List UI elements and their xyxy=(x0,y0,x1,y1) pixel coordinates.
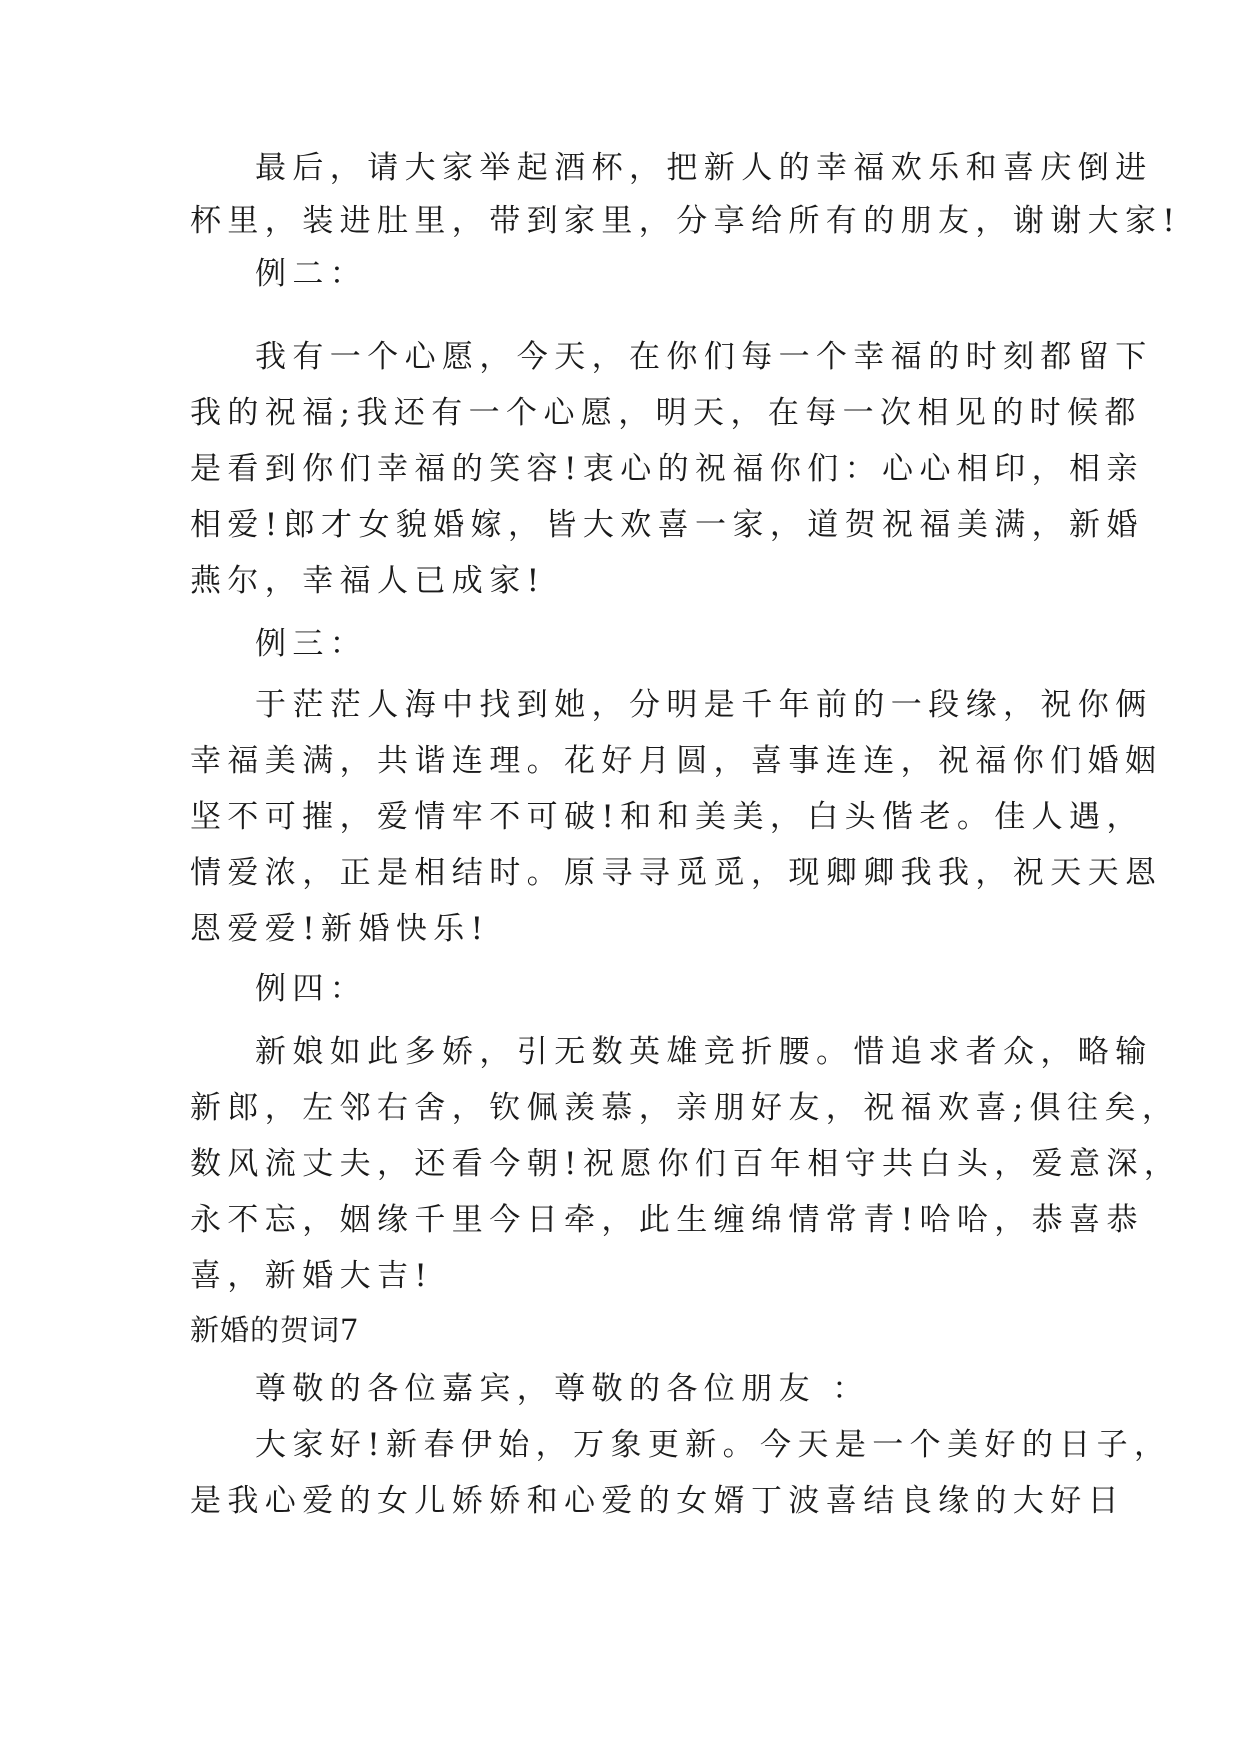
paragraph-line: 我有一个心愿，今天，在你们每一个幸福的时刻都留下 xyxy=(255,339,1153,375)
paragraph-line: 数风流丈夫，还看今朝!祝愿你们百年相守共白头，爱意深， xyxy=(190,1146,1182,1182)
paragraph-line: 幸福美满，共谐连理。花好月圆，喜事连连，祝福你们婚姻 xyxy=(190,743,1163,779)
section-heading: 新婚的贺词7 xyxy=(190,1313,360,1347)
paragraph-line: 杯里，装进肚里，带到家里，分享给所有的朋友，谢谢大家! xyxy=(190,203,1182,239)
paragraph-line: 坚不可摧，爱情牢不可破!和和美美，白头偕老。佳人遇， xyxy=(190,799,1144,835)
paragraph-line: 于茫茫人海中找到她，分明是千年前的一段缘，祝你俩 xyxy=(255,687,1153,723)
paragraph-line: 燕尔，幸福人已成家! xyxy=(190,563,546,599)
paragraph-line: 恩爱爱!新婚快乐! xyxy=(190,911,490,947)
salutation-line: 尊敬的各位嘉宾，尊敬的各位朋友 ： xyxy=(255,1371,870,1407)
paragraph-line: 永不忘，姻缘千里今日牵，此生缠绵情常青!哈哈，恭喜恭 xyxy=(190,1202,1144,1238)
paragraph-line: 是我心爱的女儿娇娇和心爱的女婿丁波喜结良缘的大好日 xyxy=(190,1483,1125,1519)
paragraph-line: 大家好!新春伊始，万象更新。今天是一个美好的日子， xyxy=(255,1427,1172,1463)
paragraph-line: 相爱!郎才女貌婚嫁，皆大欢喜一家，道贺祝福美满，新婚 xyxy=(190,507,1144,543)
paragraph-line: 新郎，左邻右舍，钦佩羡慕，亲朋好友，祝福欢喜;俱往矣， xyxy=(190,1090,1180,1126)
paragraph-line: 最后，请大家举起酒杯，把新人的幸福欢乐和喜庆倒进 xyxy=(255,150,1153,186)
paragraph-line: 情爱浓，正是相结时。原寻寻觅觅，现卿卿我我，祝天天恩 xyxy=(190,855,1163,891)
paragraph-line: 新娘如此多娇，引无数英雄竞折腰。惜追求者众，略输 xyxy=(255,1034,1153,1070)
paragraph-line: 我的祝福;我还有一个心愿，明天，在每一次相见的时候都 xyxy=(190,395,1142,431)
paragraph-line: 喜，新婚大吉! xyxy=(190,1258,434,1294)
example-label: 例二： xyxy=(255,256,368,292)
paragraph-line: 是看到你们幸福的笑容!衷心的祝福你们：心心相印，相亲 xyxy=(190,451,1144,487)
example-label: 例四： xyxy=(255,971,368,1007)
example-label: 例三： xyxy=(255,626,368,662)
